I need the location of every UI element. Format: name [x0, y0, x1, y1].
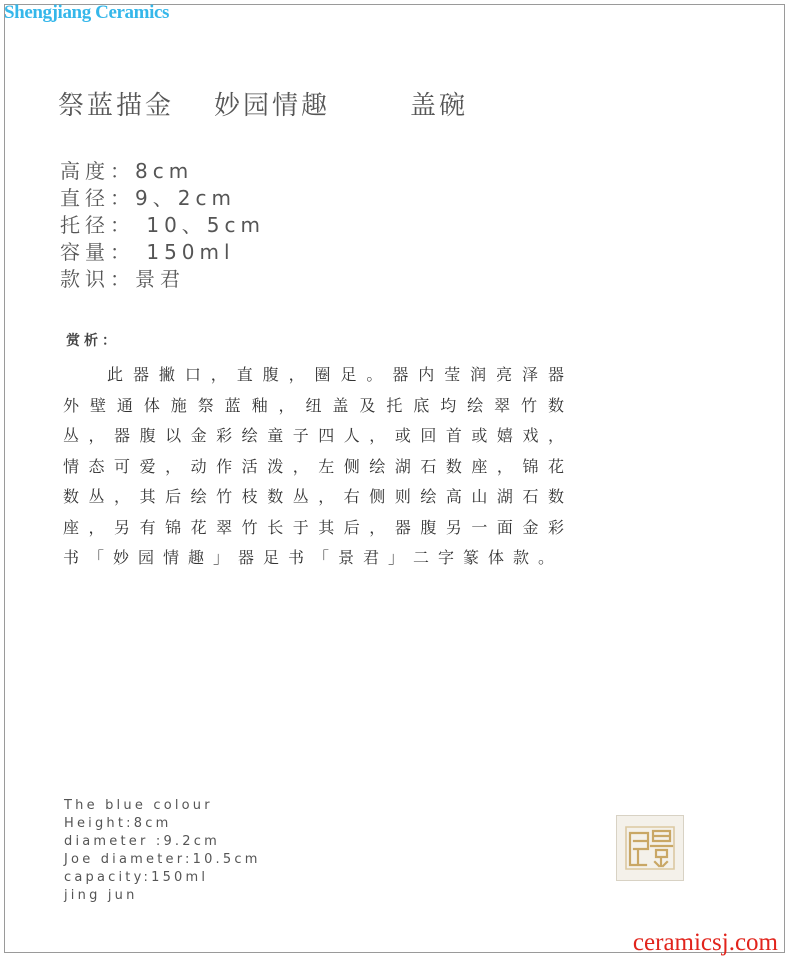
- watermark-top: Shengjiang Ceramics: [4, 2, 169, 23]
- spec-capacity: 容量： 150ml: [60, 240, 235, 264]
- spec-saucer-diameter: 托径： 10、5cm: [60, 213, 266, 237]
- english-line-height: Height:8cm: [64, 816, 172, 831]
- english-line-diameter: diameter :9.2cm: [64, 834, 220, 849]
- appreciation-text: 此器撇口，直腹，圈足。器内莹润亮泽器外壁通体施祭蓝釉，纽盖及托底均绘翠竹数丛，器腹以金彩绘童子四人，或回首或嬉戏，情态可爱，动作活泼，左侧绘湖石数座，锦花数丛，其后绘竹枝数丛，右侧则绘高山湖石数座，另有锦花翠竹长于其后，器腹另一面金彩书「妙园情趣」器足书「景君」二字篆体款。: [63, 365, 573, 567]
- spec-mark: 款识：景君: [60, 267, 185, 291]
- english-specs: [64, 797, 261, 905]
- appreciation-heading: 赏析：: [66, 333, 120, 349]
- english-line-mark: jing jun: [64, 888, 138, 903]
- seal-mark-icon: [620, 819, 680, 877]
- title-glaze: 祭蓝描金: [58, 91, 175, 121]
- title-type: 盖碗: [410, 91, 469, 121]
- english-line-saucer: Joe diameter:10.5cm: [64, 852, 261, 867]
- seal-stamp: [616, 815, 684, 881]
- english-line-capacity: capacity:150ml: [64, 870, 209, 885]
- spec-height: 高度：8cm: [60, 159, 194, 183]
- spec-list: [60, 158, 265, 293]
- watermark-bottom: ceramicsj.com: [632, 929, 778, 956]
- english-line-title: The blue colour: [64, 798, 213, 813]
- title-theme: 妙园情趣: [214, 91, 331, 121]
- spec-diameter: 直径：9、2cm: [60, 186, 236, 210]
- product-title: [58, 85, 468, 122]
